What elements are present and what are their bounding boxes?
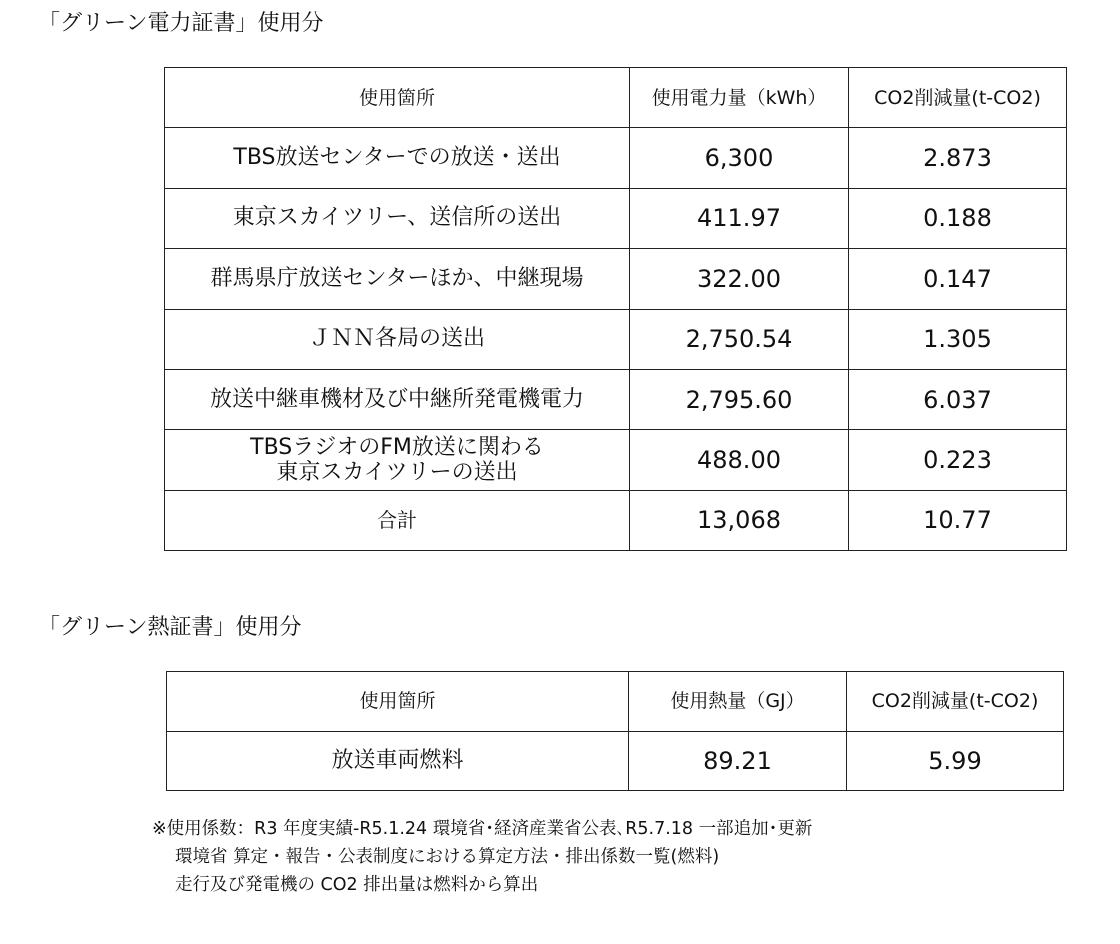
- table-row: [165, 369, 1067, 429]
- cell-reduction: 2.873: [849, 128, 1067, 188]
- total-reduction: 10.77: [849, 490, 1067, 550]
- cell-reduction: 1.305: [849, 309, 1067, 369]
- cell-location-line1: TBSラジオのFM放送に関わる: [250, 435, 544, 461]
- table-row: [165, 249, 1067, 309]
- table-row: [165, 188, 1067, 248]
- cell-reduction: 0.223: [849, 430, 1067, 490]
- electricity-table: [164, 67, 1067, 551]
- cell-usage: 488.00: [630, 430, 849, 490]
- header-usage: 使用電力量（kWh）: [630, 68, 849, 128]
- table-total-row: [165, 490, 1067, 550]
- header-usage: 使用熱量（GJ）: [629, 672, 847, 732]
- header-location: 使用箇所: [167, 672, 629, 732]
- cell-usage: 6,300: [630, 128, 849, 188]
- cell-reduction: 0.147: [849, 249, 1067, 309]
- footnotes: [152, 815, 812, 899]
- cell-usage: 2,750.54: [630, 309, 849, 369]
- cell-location: TBS放送センターでの放送・送出: [165, 128, 630, 188]
- cell-usage: 89.21: [629, 731, 847, 791]
- cell-location-line2: 東京スカイツリーの送出: [276, 460, 518, 486]
- cell-location: 放送車両燃料: [167, 731, 629, 791]
- cell-location: 群馬県庁放送センターほか、中継現場: [165, 249, 630, 309]
- table-header-row: [165, 68, 1067, 128]
- cell-reduction: 0.188: [849, 188, 1067, 248]
- cell-usage: 411.97: [630, 188, 849, 248]
- cell-location: ＪＮＮ各局の送出: [165, 309, 630, 369]
- table-row: [167, 731, 1064, 791]
- total-usage: 13,068: [630, 490, 849, 550]
- header-location: 使用箇所: [165, 68, 630, 128]
- total-label: 合計: [165, 490, 630, 550]
- cell-usage: 2,795.60: [630, 369, 849, 429]
- electricity-section-title: 「グリーン電力証書」使用分: [38, 11, 324, 36]
- table-row: [165, 128, 1067, 188]
- cell-usage: 322.00: [630, 249, 849, 309]
- cell-reduction: 5.99: [847, 731, 1064, 791]
- table-row: [165, 430, 1067, 490]
- footnote-line: 環境省 算定・報告・公表制度における算定方法・排出係数一覧(燃料): [175, 847, 720, 867]
- cell-reduction: 6.037: [849, 369, 1067, 429]
- header-reduction: CO2削減量(t-CO2): [849, 68, 1067, 128]
- footnote-line: ※使用係数：R3 年度実績-R5.1.24 環境省･経済産業省公表､R5.7.18 一部追加･更新: [152, 819, 813, 839]
- header-reduction: CO2削減量(t-CO2): [847, 672, 1064, 732]
- cell-location: 放送中継車機材及び中継所発電機電力: [165, 369, 630, 429]
- table-row: [165, 309, 1067, 369]
- footnote-line: 走行及び発電機の CO2 排出量は燃料から算出: [175, 875, 539, 895]
- heat-table: [166, 671, 1064, 791]
- heat-section-title: 「グリーン熱証書」使用分: [38, 615, 302, 640]
- cell-location: 東京スカイツリー、送信所の送出: [165, 188, 630, 248]
- table-header-row: [167, 672, 1064, 732]
- cell-location: [165, 430, 630, 490]
